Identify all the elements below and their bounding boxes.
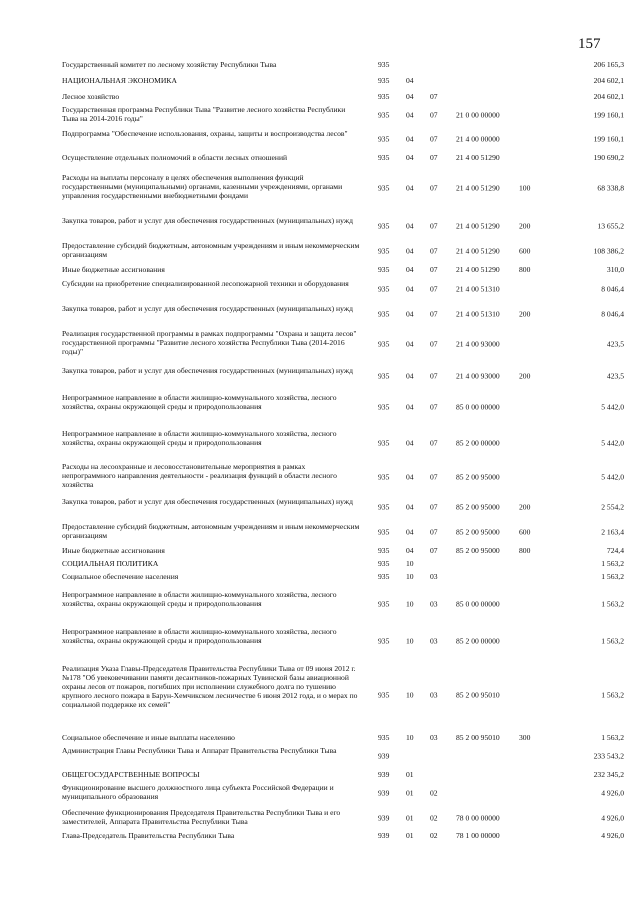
row-admin-code: 935 <box>378 76 390 85</box>
row-expense-type: 200 <box>519 221 531 231</box>
row-subsection-code: 07 <box>430 339 438 349</box>
row-amount: 204 602,1 <box>593 92 624 101</box>
row-target-code: 21 4 00 51290 <box>456 246 500 256</box>
row-section-code: 10 <box>406 636 414 646</box>
table-row <box>0 497 640 517</box>
row-name: Предоставление субсидий бюджетным, автономным учреждениям и иным некоммерческим организациям <box>62 241 360 259</box>
row-amount: 724,4 <box>606 546 624 555</box>
row-amount: 310,0 <box>606 265 624 274</box>
row-amount: 8 046,4 <box>601 284 624 294</box>
row-name: Непрограммное направление в области жилищно-коммунального хозяйства, лесного хозяйства, охраны окружающей среды и природопользования <box>62 590 337 608</box>
row-subsection-code: 03 <box>430 572 438 581</box>
row-amount: 2 163,4 <box>601 527 624 537</box>
row-target-code: 78 0 00 00000 <box>456 813 500 823</box>
row-subsection-code: 07 <box>430 92 438 101</box>
row-section-code: 04 <box>406 284 414 294</box>
row-name: Расходы на лесоохранные и лесовосстановительные мероприятия в рамках непрограммного направления деятельности - реализация функций в области лесного хозяйства <box>62 462 337 489</box>
table-row <box>0 153 640 163</box>
table-row <box>0 105 640 125</box>
row-subsection-code: 07 <box>430 134 438 144</box>
table-row <box>0 92 640 102</box>
row-amount: 5 442,0 <box>601 472 624 482</box>
row-target-code: 85 2 00 00000 <box>456 636 500 646</box>
row-subsection-code: 07 <box>430 265 438 274</box>
row-name: Реализация Указа Главы-Председателя Правительства Республики Тыва от 09 июня 2012 г. №178 "Об увековечивании памяти десантников-пожарных Тувинской базы авиационной охраны лесов от пожаров, погибших при исполнении служебного долга по тушению крупного лесного пожара в Барун-Хемчикском лесничестве 6 июня 2012 года, и о мерах по социальной поддержке их семей" <box>62 664 358 709</box>
row-expense-type: 200 <box>519 371 531 381</box>
row-section-code: 04 <box>406 402 414 412</box>
row-target-code: 85 2 00 00000 <box>456 438 500 448</box>
row-subsection-code: 07 <box>430 284 438 294</box>
row-amount: 5 442,0 <box>601 402 624 412</box>
row-admin-code: 935 <box>378 438 390 448</box>
row-target-code: 85 0 00 00000 <box>456 402 500 412</box>
row-amount: 423,5 <box>606 339 624 349</box>
row-admin-code: 939 <box>378 813 390 823</box>
row-expense-type: 100 <box>519 183 531 193</box>
row-section-code: 04 <box>406 246 414 256</box>
row-name: Социальное обеспечение и иные выплаты населению <box>62 733 235 742</box>
row-name: Обеспечение функционирования Председателя Правительства Республики Тыва и его заместителей, Аппарата Правительства Республики Тыва <box>62 808 341 826</box>
row-name: Глава-Председатель Правительства Республики Тыва <box>62 831 235 840</box>
row-admin-code: 935 <box>378 110 390 120</box>
table-row <box>0 627 640 655</box>
row-section-code: 04 <box>406 134 414 144</box>
row-name: Лесное хозяйство <box>62 92 120 101</box>
row-section-code: 04 <box>406 371 414 381</box>
row-admin-code: 935 <box>378 559 390 568</box>
row-admin-code: 935 <box>378 183 390 193</box>
row-amount: 199 160,1 <box>593 110 624 120</box>
row-amount: 4 926,0 <box>601 831 624 840</box>
table-row <box>0 572 640 582</box>
row-admin-code: 935 <box>378 265 390 274</box>
row-amount: 1 563,2 <box>601 599 624 609</box>
row-expense-type: 800 <box>519 546 531 555</box>
row-amount: 13 655,2 <box>597 221 624 231</box>
table-row <box>0 429 640 457</box>
table-row <box>0 546 640 556</box>
row-subsection-code: 03 <box>430 599 438 609</box>
row-subsection-code: 07 <box>430 110 438 120</box>
row-name: Иные бюджетные ассигнования <box>62 546 165 555</box>
row-section-code: 01 <box>406 813 414 823</box>
row-target-code: 85 2 00 95010 <box>456 733 500 742</box>
row-section-code: 10 <box>406 599 414 609</box>
row-section-code: 10 <box>406 572 414 581</box>
row-section-code: 04 <box>406 309 414 319</box>
row-target-code: 21 4 00 51310 <box>456 284 500 294</box>
row-name: Государственный комитет по лесному хозяйству Республики Тыва <box>62 60 277 69</box>
row-admin-code: 939 <box>378 770 390 779</box>
row-subsection-code: 07 <box>430 183 438 193</box>
row-name: Закупка товаров, работ и услуг для обеспечения государственных (муниципальных) нужд <box>62 304 353 313</box>
row-name: Субсидии на приобретение специализированной лесопожарной техники и оборудования <box>62 279 349 288</box>
row-admin-code: 939 <box>378 831 390 840</box>
table-row <box>0 808 640 828</box>
row-subsection-code: 07 <box>430 546 438 555</box>
row-amount: 1 563,2 <box>601 636 624 646</box>
row-section-code: 04 <box>406 472 414 482</box>
row-subsection-code: 03 <box>430 636 438 646</box>
row-amount: 204 602,1 <box>593 76 624 85</box>
row-subsection-code: 07 <box>430 438 438 448</box>
row-target-code: 85 2 00 95000 <box>456 502 500 512</box>
row-amount: 233 543,2 <box>593 751 624 761</box>
row-amount: 1 563,2 <box>601 690 624 700</box>
row-name: Непрограммное направление в области жилищно-коммунального хозяйства, лесного хозяйства, охраны окружающей среды и природопользования <box>62 627 337 645</box>
row-amount: 190 690,2 <box>593 153 624 162</box>
row-name: Непрограммное направление в области жилищно-коммунального хозяйства, лесного хозяйства, охраны окружающей среды и природопользования <box>62 429 337 447</box>
row-amount: 4 926,0 <box>601 813 624 823</box>
row-expense-type: 800 <box>519 265 531 274</box>
row-name: Закупка товаров, работ и услуг для обеспечения государственных (муниципальных) нужд <box>62 497 353 506</box>
row-name: Осуществление отдельных полномочий в области лесных отношений <box>62 153 288 162</box>
row-target-code: 21 4 00 51310 <box>456 309 500 319</box>
table-row <box>0 733 640 743</box>
row-target-code: 85 2 00 95000 <box>456 546 500 555</box>
row-name: Закупка товаров, работ и услуг для обеспечения государственных (муниципальных) нужд <box>62 216 353 225</box>
row-amount: 206 165,3 <box>593 60 624 69</box>
table-row <box>0 522 640 542</box>
row-subsection-code: 02 <box>430 831 438 840</box>
row-amount: 1 563,2 <box>601 559 624 568</box>
row-amount: 232 345,2 <box>593 770 624 779</box>
row-name: СОЦИАЛЬНАЯ ПОЛИТИКА <box>62 559 159 568</box>
row-subsection-code: 07 <box>430 371 438 381</box>
row-expense-type: 200 <box>519 502 531 512</box>
table-row <box>0 770 640 780</box>
row-admin-code: 935 <box>378 371 390 381</box>
row-subsection-code: 02 <box>430 813 438 823</box>
row-admin-code: 935 <box>378 309 390 319</box>
table-row <box>0 304 640 324</box>
row-target-code: 21 4 00 51290 <box>456 221 500 231</box>
row-amount: 108 386,2 <box>593 246 624 256</box>
row-section-code: 04 <box>406 110 414 120</box>
row-target-code: 21 4 00 00000 <box>456 134 500 144</box>
row-admin-code: 935 <box>378 134 390 144</box>
row-target-code: 85 2 00 95000 <box>456 527 500 537</box>
row-subsection-code: 07 <box>430 527 438 537</box>
table-row <box>0 462 640 492</box>
row-name: Подпрограмма "Обеспечение использования, охраны, защиты и воспроизводства лесов" <box>62 129 348 138</box>
table-row <box>0 783 640 803</box>
row-subsection-code: 07 <box>430 309 438 319</box>
row-subsection-code: 07 <box>430 246 438 256</box>
row-name: Расходы на выплаты персоналу в целях обеспечения выполнения функций государственными (муниципальными) органами, казенными учреждениями, органами управления государственными внебюджетными фондами <box>62 173 343 200</box>
row-admin-code: 935 <box>378 246 390 256</box>
row-name: Функционирование высшего должностного лица субъекта Российской Федерации и муниципального образования <box>62 783 334 801</box>
table-row <box>0 831 640 841</box>
row-admin-code: 935 <box>378 599 390 609</box>
row-section-code: 04 <box>406 546 414 555</box>
row-admin-code: 935 <box>378 153 390 162</box>
row-expense-type: 600 <box>519 246 531 256</box>
row-admin-code: 939 <box>378 751 390 761</box>
row-name: Реализация государственной программы в рамках подпрограммы "Охрана и защита лесов" государственной программы "Развитие лесного хозяйства Республики Тыва (2014-2016 годы)" <box>62 329 357 356</box>
table-row <box>0 216 640 236</box>
row-target-code: 78 1 00 00000 <box>456 831 500 840</box>
row-amount: 1 563,2 <box>601 572 624 581</box>
row-section-code: 04 <box>406 76 414 85</box>
row-admin-code: 935 <box>378 402 390 412</box>
row-name: Иные бюджетные ассигнования <box>62 265 165 274</box>
row-admin-code: 935 <box>378 472 390 482</box>
table-row <box>0 265 640 275</box>
row-target-code: 85 0 00 00000 <box>456 599 500 609</box>
row-name: Социальное обеспечение населения <box>62 572 179 581</box>
row-admin-code: 935 <box>378 339 390 349</box>
row-admin-code: 935 <box>378 636 390 646</box>
row-amount: 4 926,0 <box>601 788 624 798</box>
row-section-code: 04 <box>406 92 414 101</box>
table-row <box>0 393 640 421</box>
row-amount: 199 160,1 <box>593 134 624 144</box>
row-target-code: 21 0 00 00000 <box>456 110 500 120</box>
table-row <box>0 366 640 386</box>
table-row <box>0 329 640 359</box>
row-target-code: 21 4 00 51290 <box>456 153 500 162</box>
row-subsection-code: 03 <box>430 733 438 742</box>
row-admin-code: 935 <box>378 502 390 512</box>
row-section-code: 04 <box>406 502 414 512</box>
row-section-code: 10 <box>406 733 414 742</box>
row-admin-code: 939 <box>378 788 390 798</box>
row-admin-code: 935 <box>378 690 390 700</box>
row-target-code: 21 4 00 93000 <box>456 371 500 381</box>
row-section-code: 01 <box>406 788 414 798</box>
row-admin-code: 935 <box>378 527 390 537</box>
row-subsection-code: 07 <box>430 402 438 412</box>
row-expense-type: 300 <box>519 733 531 742</box>
table-row <box>0 60 640 70</box>
table-row <box>0 664 640 726</box>
row-name: Администрация Главы Республики Тыва и Аппарат Правительства Республики Тыва <box>62 746 337 755</box>
row-name: Государственная программа Республики Тыва "Развитие лесного хозяйства Республики Тыва на 2014-2016 годы" <box>62 105 346 123</box>
row-amount: 2 554,2 <box>601 502 624 512</box>
table-row <box>0 590 640 618</box>
row-target-code: 85 2 00 95000 <box>456 472 500 482</box>
table-row <box>0 76 640 86</box>
row-name: Непрограммное направление в области жилищно-коммунального хозяйства, лесного хозяйства, охраны окружающей среды и природопользования <box>62 393 337 411</box>
row-section-code: 04 <box>406 183 414 193</box>
row-section-code: 01 <box>406 770 414 779</box>
row-expense-type: 600 <box>519 527 531 537</box>
row-target-code: 85 2 00 95010 <box>456 690 500 700</box>
row-amount: 1 563,2 <box>601 733 624 742</box>
row-amount: 423,5 <box>606 371 624 381</box>
row-name: Предоставление субсидий бюджетным, автономным учреждениям и иным некоммерческим организациям <box>62 522 360 540</box>
row-target-code: 21 4 00 93000 <box>456 339 500 349</box>
row-admin-code: 935 <box>378 284 390 294</box>
table-row <box>0 279 640 299</box>
row-name: ОБЩЕГОСУДАРСТВЕННЫЕ ВОПРОСЫ <box>62 770 200 779</box>
row-name: Закупка товаров, работ и услуг для обеспечения государственных (муниципальных) нужд <box>62 366 353 375</box>
row-target-code: 21 4 00 51290 <box>456 265 500 274</box>
row-name: НАЦИОНАЛЬНАЯ ЭКОНОМИКА <box>62 76 177 85</box>
row-admin-code: 935 <box>378 221 390 231</box>
row-section-code: 04 <box>406 153 414 162</box>
row-section-code: 04 <box>406 527 414 537</box>
row-subsection-code: 02 <box>430 788 438 798</box>
row-section-code: 01 <box>406 831 414 840</box>
row-subsection-code: 03 <box>430 690 438 700</box>
row-subsection-code: 07 <box>430 472 438 482</box>
row-admin-code: 935 <box>378 546 390 555</box>
row-section-code: 04 <box>406 265 414 274</box>
row-section-code: 10 <box>406 690 414 700</box>
table-row <box>0 241 640 261</box>
row-admin-code: 935 <box>378 733 390 742</box>
page-number: 157 <box>578 36 601 52</box>
row-section-code: 10 <box>406 559 414 568</box>
row-section-code: 04 <box>406 339 414 349</box>
row-admin-code: 935 <box>378 572 390 581</box>
row-admin-code: 935 <box>378 92 390 101</box>
row-expense-type: 200 <box>519 309 531 319</box>
table-row <box>0 559 640 569</box>
row-target-code: 21 4 00 51290 <box>456 183 500 193</box>
row-amount: 68 338,8 <box>597 183 624 193</box>
row-section-code: 04 <box>406 438 414 448</box>
table-row <box>0 173 640 203</box>
row-admin-code: 935 <box>378 60 390 69</box>
row-section-code: 04 <box>406 221 414 231</box>
row-amount: 8 046,4 <box>601 309 624 319</box>
table-row <box>0 129 640 149</box>
table-row <box>0 746 640 766</box>
row-subsection-code: 07 <box>430 221 438 231</box>
row-subsection-code: 07 <box>430 153 438 162</box>
row-amount: 5 442,0 <box>601 438 624 448</box>
row-subsection-code: 07 <box>430 502 438 512</box>
